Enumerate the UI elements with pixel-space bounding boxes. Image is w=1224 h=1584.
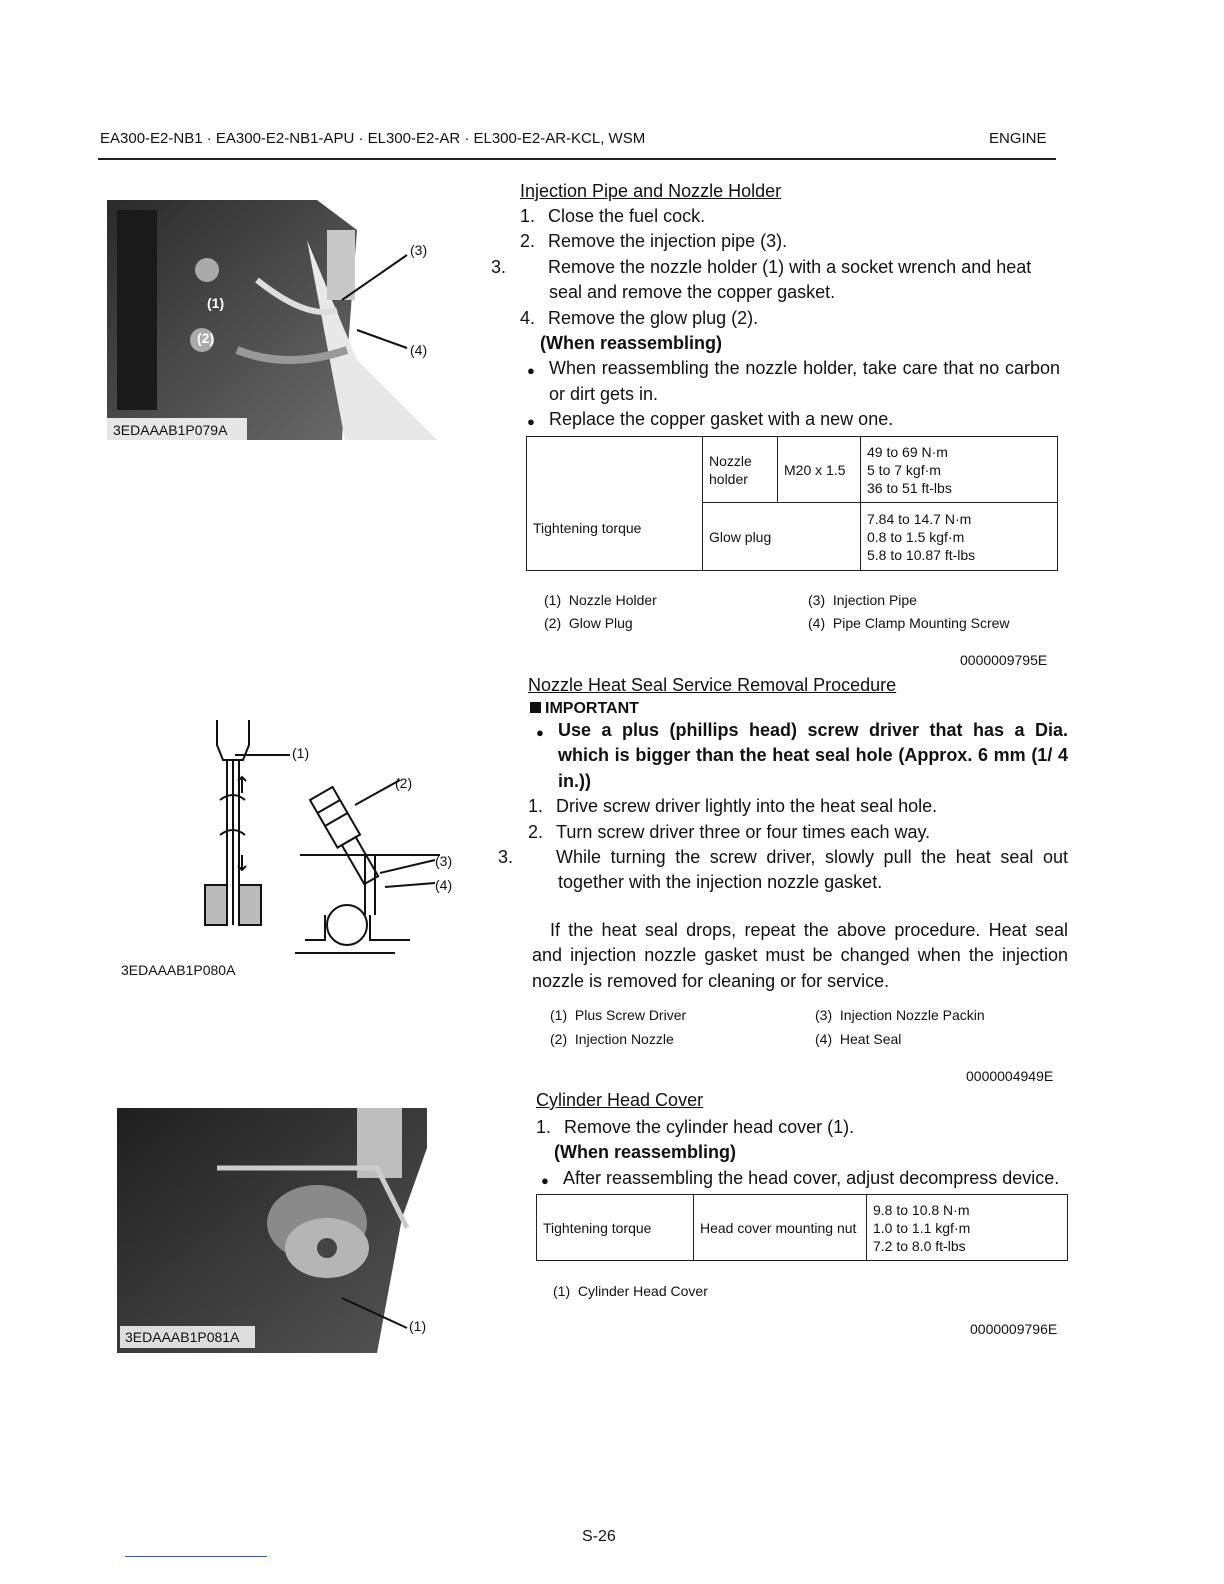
table-cell: Nozzle holder	[703, 437, 778, 503]
callout-4: (4)	[410, 342, 428, 358]
callout-1: (1)	[292, 745, 310, 761]
list-item: 3. Remove the nozzle holder (1) with a socket wrench and heat seal and remove the copper gasket.	[491, 256, 1032, 303]
torque-table-injection	[526, 436, 1058, 571]
figure-heat-seal-diagram	[195, 715, 465, 955]
table-cell: Tightening torque	[527, 437, 703, 571]
figure-id: 3EDAAAB1P081A	[125, 1329, 240, 1345]
header-models: EA300-E2-NB1 · EA300-E2-NB1-APU · EL300-E2-AR · EL300-E2-AR-KCL, WSM	[100, 130, 646, 147]
legend-item: (3) Injection Pipe	[808, 592, 917, 608]
callout-1: (1)	[207, 295, 225, 311]
header-section: ENGINE	[989, 130, 1047, 147]
list-item: 1. Remove the cylinder head cover (1).	[536, 1117, 855, 1137]
section-title-injection: Injection Pipe and Nozzle Holder	[520, 181, 782, 201]
footer-rule	[125, 1556, 267, 1557]
section-title-cylinder: Cylinder Head Cover	[536, 1090, 704, 1110]
legend-item: (2) Glow Plug	[544, 615, 633, 631]
legend-item: (3) Injection Nozzle Packin	[815, 1007, 985, 1023]
bullet-item: ● When reassembling the nozzle holder, take care that no carbon or dirt gets in.	[549, 356, 1060, 407]
table-cell: Tightening torque	[537, 1195, 694, 1261]
figure-injection-photo	[107, 200, 447, 445]
figure-id: 3EDAAAB1P079A	[113, 422, 228, 438]
table-cell: 49 to 69 N·m 5 to 7 kgf·m 36 to 51 ft-lbs	[861, 437, 1058, 503]
doc-code: 0000009796E	[970, 1321, 1058, 1337]
bullet-item: ● After reassembling the head cover, adjust decompress device.	[563, 1166, 1076, 1191]
legend-item: (4) Pipe Clamp Mounting Screw	[808, 615, 1010, 631]
steps-cylinder	[536, 1115, 1076, 1191]
section-title-heat-seal: Nozzle Heat Seal Service Removal Procedure	[528, 675, 897, 695]
when-reassembling: (When reassembling)	[540, 333, 723, 354]
list-item: 3. While turning the screw driver, slowly pull the heat seal out together with the injection nozzle gasket.	[498, 847, 1068, 893]
when-reassembling: (When reassembling)	[554, 1142, 737, 1163]
callout-1: (1)	[409, 1318, 427, 1334]
legend-item: (4) Heat Seal	[815, 1031, 902, 1047]
table-cell: Glow plug	[703, 503, 861, 571]
note-paragraph: If the heat seal drops, repeat the above procedure. Heat seal and injection nozzle gasket must be changed when the injection nozzle is removed for cleaning or for service.	[532, 920, 1068, 991]
legend-item: (1) Plus Screw Driver	[550, 1007, 687, 1023]
important-text: ● Use a plus (phillips head) screw driver that has a Dia. which is bigger than the heat seal hole (Approx. 6 mm (1/ 4 in.))	[558, 718, 1068, 794]
callout-2: (2)	[197, 330, 215, 346]
callout-3: (3)	[410, 242, 428, 258]
steps-heat-seal	[498, 718, 1068, 896]
list-item: 1. Close the fuel cock.	[520, 206, 706, 226]
page-number: S-26	[582, 1528, 616, 1545]
table-cell: 9.8 to 10.8 N·m 1.0 to 1.1 kgf·m 7.2 to 8.0 ft-lbs	[867, 1195, 1068, 1261]
table-cell: M20 x 1.5	[778, 437, 861, 503]
list-item: 2. Turn screw driver three or four times each way.	[528, 821, 931, 842]
callout-2: (2)	[395, 775, 413, 791]
doc-code: 0000004949E	[966, 1068, 1054, 1084]
list-item: 1. Drive screw driver lightly into the heat seal hole.	[528, 796, 938, 817]
callout-4: (4)	[435, 877, 453, 893]
torque-table-cylinder	[536, 1194, 1068, 1261]
figure-cylinder-head-photo	[117, 1108, 437, 1353]
callout-3: (3)	[435, 853, 453, 869]
doc-code: 0000009795E	[960, 652, 1048, 668]
bullet-item: ● Replace the copper gasket with a new one.	[549, 407, 1060, 432]
table-cell: 7.84 to 14.7 N·m 0.8 to 1.5 kgf·m 5.8 to 10.87 ft-lbs	[861, 503, 1058, 571]
legend-item: (2) Injection Nozzle	[550, 1031, 674, 1047]
header-rule	[98, 158, 1056, 160]
steps-injection	[491, 204, 1060, 433]
legend-item: (1) Cylinder Head Cover	[553, 1283, 708, 1299]
list-item: 2. Remove the injection pipe (3).	[520, 231, 788, 252]
figure-id: 3EDAAAB1P080A	[121, 962, 236, 978]
important-label: IMPORTANT	[530, 700, 639, 718]
list-item: 4. Remove the glow plug (2).	[520, 307, 759, 328]
legend-item: (1) Nozzle Holder	[544, 592, 657, 608]
table-cell: Head cover mounting nut	[694, 1195, 867, 1261]
